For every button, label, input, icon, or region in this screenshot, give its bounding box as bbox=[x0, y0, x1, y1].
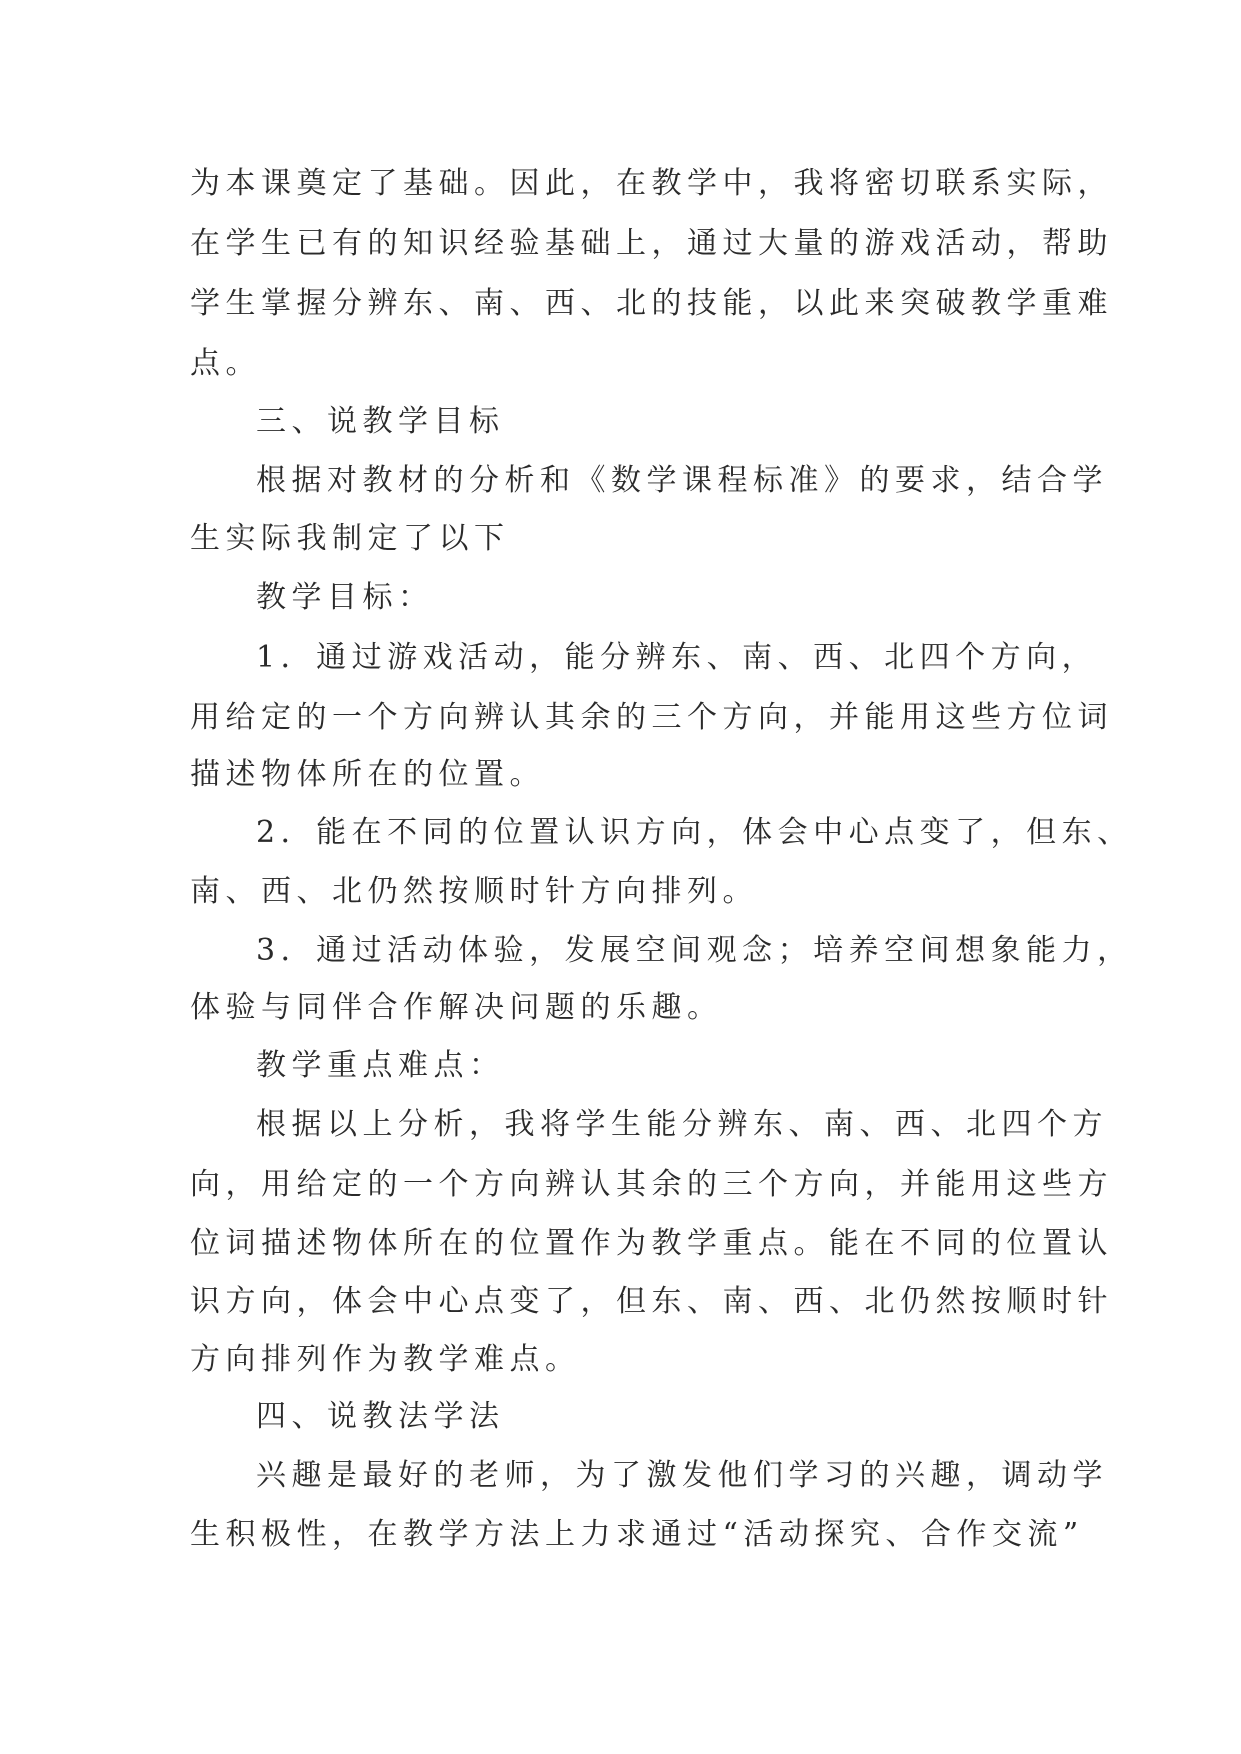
section-heading: 四、说教法学法 bbox=[256, 1399, 505, 1434]
text-line: 生实际我制定了以下 bbox=[190, 521, 510, 556]
text-line: 在学生已有的知识经验基础上，通过大量的游戏活动，帮助 bbox=[190, 226, 1113, 261]
text-line: 向，用给定的一个方向辨认其余的三个方向，并能用这些方 bbox=[190, 1167, 1113, 1202]
text-line: 为本课奠定了基础。因此，在教学中，我将密切联系实际， bbox=[190, 166, 1113, 201]
text-line: 兴趣是最好的老师，为了激发他们学习的兴趣，调动学 bbox=[256, 1458, 1108, 1493]
subheading: 教学目标： bbox=[256, 580, 434, 615]
list-item: 1．通过游戏活动，能分辨东、南、西、北四个方向， bbox=[256, 640, 1098, 675]
text-line: 生积极性，在教学方法上力求通过“活动探究、合作交流” bbox=[190, 1517, 1084, 1552]
text-line: 用给定的一个方向辨认其余的三个方向，并能用这些方位词 bbox=[190, 700, 1113, 735]
text-line: 学生掌握分辨东、南、西、北的技能，以此来突破教学重难 bbox=[190, 286, 1113, 321]
text-line: 南、西、北仍然按顺时针方向排列。 bbox=[190, 874, 758, 909]
text-line: 根据对教材的分析和《数学课程标准》的要求，结合学 bbox=[256, 463, 1108, 498]
text-line: 描述物体所在的位置。 bbox=[190, 757, 545, 792]
text-line: 位词描述物体所在的位置作为教学重点。能在不同的位置认 bbox=[190, 1226, 1113, 1261]
text-line: 方向排列作为教学难点。 bbox=[190, 1342, 581, 1377]
text-line: 根据以上分析，我将学生能分辨东、南、西、北四个方 bbox=[256, 1107, 1108, 1142]
section-heading: 三、说教学目标 bbox=[256, 404, 505, 439]
text-line: 点。 bbox=[190, 346, 261, 381]
text-line: 体验与同伴合作解决问题的乐趣。 bbox=[190, 990, 723, 1025]
list-item: 2．能在不同的位置认识方向，体会中心点变了，但东、 bbox=[256, 815, 1133, 850]
text-line: 识方向，体会中心点变了，但东、南、西、北仍然按顺时针 bbox=[190, 1284, 1113, 1319]
list-item: 3．通过活动体验，发展空间观念；培养空间想象能力， bbox=[256, 933, 1133, 968]
subheading: 教学重点难点： bbox=[256, 1048, 505, 1083]
